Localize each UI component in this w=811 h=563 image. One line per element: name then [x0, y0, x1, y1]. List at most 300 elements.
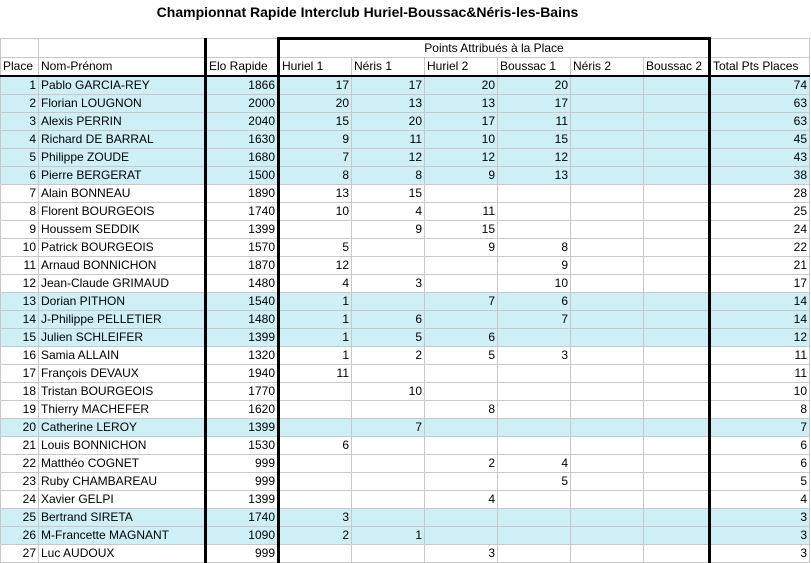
cell-place: 15: [1, 329, 39, 347]
cell-name: Pierre BERGERAT: [39, 167, 206, 185]
cell-n2: [571, 509, 644, 527]
results-table: [0, 37, 810, 563]
cell-elo: 1890: [206, 185, 279, 203]
table-row: [1, 257, 810, 275]
cell-n2: [571, 401, 644, 419]
cell-b1: [498, 365, 571, 383]
cell-h2: 3: [425, 545, 498, 563]
cell-h2: [425, 437, 498, 455]
cell-place: 26: [1, 527, 39, 545]
cell-name: Thierry MACHEFER: [39, 401, 206, 419]
table-row: [1, 221, 810, 239]
cell-h2: 13: [425, 95, 498, 113]
column-header-row: [1, 58, 810, 77]
cell-name: Luc AUDOUX: [39, 545, 206, 563]
cell-n2: [571, 419, 644, 437]
cell-elo: 1620: [206, 401, 279, 419]
cell-total: 24: [710, 221, 810, 239]
cell-b1: 5: [498, 473, 571, 491]
cell-h2: [425, 509, 498, 527]
cell-n1: [352, 437, 425, 455]
cell-place: 3: [1, 113, 39, 131]
cell-b2: [644, 221, 710, 239]
cell-h2: [425, 419, 498, 437]
cell-b2: [644, 149, 710, 167]
cell-b1: [498, 185, 571, 203]
cell-place: 1: [1, 76, 39, 95]
col-header-elo: Elo Rapide: [206, 58, 279, 77]
cell-h2: 15: [425, 221, 498, 239]
cell-h2: [425, 257, 498, 275]
cell-elo: 1480: [206, 311, 279, 329]
cell-place: 23: [1, 473, 39, 491]
cell-b2: [644, 401, 710, 419]
cell-place: 11: [1, 257, 39, 275]
cell-b1: 9: [498, 257, 571, 275]
cell-total: 74: [710, 76, 810, 95]
cell-n1: [352, 509, 425, 527]
cell-name: Pablo GARCIA-REY: [39, 76, 206, 95]
cell-b2: [644, 275, 710, 293]
table-row: [1, 401, 810, 419]
cell-place: 8: [1, 203, 39, 221]
cell-n1: 15: [352, 185, 425, 203]
cell-h2: 12: [425, 149, 498, 167]
cell-place: 2: [1, 95, 39, 113]
cell-h1: 8: [279, 167, 352, 185]
cell-name: Arnaud BONNICHON: [39, 257, 206, 275]
cell-h2: 4: [425, 491, 498, 509]
cell-b2: [644, 545, 710, 563]
cell-h1: 20: [279, 95, 352, 113]
cell-b1: [498, 527, 571, 545]
cell-h2: [425, 383, 498, 401]
cell-n2: [571, 113, 644, 131]
cell-place: 7: [1, 185, 39, 203]
cell-total: 63: [710, 113, 810, 131]
cell-b2: [644, 383, 710, 401]
cell-name: Matthéo COGNET: [39, 455, 206, 473]
cell-h1: [279, 545, 352, 563]
cell-b1: 12: [498, 149, 571, 167]
table-row: [1, 113, 810, 131]
cell-h2: 6: [425, 329, 498, 347]
cell-elo: 1399: [206, 221, 279, 239]
cell-n2: [571, 491, 644, 509]
cell-h2: 7: [425, 293, 498, 311]
cell-total: 6: [710, 437, 810, 455]
cell-place: 21: [1, 437, 39, 455]
cell-n2: [571, 167, 644, 185]
cell-name: Julien SCHLEIFER: [39, 329, 206, 347]
cell-b1: [498, 419, 571, 437]
cell-elo: 1630: [206, 131, 279, 149]
cell-name: Ruby CHAMBAREAU: [39, 473, 206, 491]
table-row: [1, 149, 810, 167]
table-row: [1, 311, 810, 329]
cell-total: 6: [710, 455, 810, 473]
cell-b2: [644, 203, 710, 221]
cell-elo: 999: [206, 473, 279, 491]
cell-name: J-Philippe PELLETIER: [39, 311, 206, 329]
cell-elo: 1090: [206, 527, 279, 545]
cell-b1: 10: [498, 275, 571, 293]
cell-b1: [498, 437, 571, 455]
cell-total: 21: [710, 257, 810, 275]
cell-elo: 1540: [206, 293, 279, 311]
cell-n2: [571, 221, 644, 239]
col-header-total: Total Pts Places: [710, 58, 810, 77]
col-header-neris2: Néris 2: [571, 58, 644, 77]
cell-n2: [571, 149, 644, 167]
cell-total: 12: [710, 329, 810, 347]
cell-name: Xavier GELPI: [39, 491, 206, 509]
cell-h2: [425, 185, 498, 203]
cell-elo: 1866: [206, 76, 279, 95]
cell-h1: 7: [279, 149, 352, 167]
cell-h2: 20: [425, 76, 498, 95]
table-row: [1, 203, 810, 221]
cell-place: 10: [1, 239, 39, 257]
cell-total: 63: [710, 95, 810, 113]
cell-h1: 3: [279, 509, 352, 527]
cell-h2: 8: [425, 401, 498, 419]
cell-total: 7: [710, 419, 810, 437]
cell-name: François DEVAUX: [39, 365, 206, 383]
cell-n1: [352, 239, 425, 257]
cell-h1: 9: [279, 131, 352, 149]
cell-n2: [571, 95, 644, 113]
cell-total: 43: [710, 149, 810, 167]
cell-b1: 6: [498, 293, 571, 311]
cell-n2: [571, 455, 644, 473]
cell-n2: [571, 275, 644, 293]
group-header-points: Points Attribués à la Place: [279, 39, 710, 58]
cell-total: 45: [710, 131, 810, 149]
col-header-boussac1: Boussac 1: [498, 58, 571, 77]
cell-total: 38: [710, 167, 810, 185]
cell-n1: [352, 401, 425, 419]
cell-h1: 6: [279, 437, 352, 455]
cell-b2: [644, 257, 710, 275]
cell-total: 5: [710, 473, 810, 491]
cell-n2: [571, 203, 644, 221]
cell-b2: [644, 311, 710, 329]
cell-name: Florent BOURGEOIS: [39, 203, 206, 221]
cell-h1: [279, 491, 352, 509]
cell-n1: 12: [352, 149, 425, 167]
cell-name: Bertrand SIRETA: [39, 509, 206, 527]
cell-elo: 1399: [206, 491, 279, 509]
cell-n2: [571, 239, 644, 257]
cell-n1: 17: [352, 76, 425, 95]
table-row: [1, 275, 810, 293]
cell-b2: [644, 347, 710, 365]
cell-n1: 10: [352, 383, 425, 401]
cell-b1: [498, 509, 571, 527]
cell-total: 14: [710, 311, 810, 329]
cell-place: 16: [1, 347, 39, 365]
cell-b2: [644, 167, 710, 185]
table-row: [1, 131, 810, 149]
cell-elo: 1740: [206, 203, 279, 221]
cell-n2: [571, 293, 644, 311]
table-row: [1, 347, 810, 365]
cell-b1: [498, 221, 571, 239]
cell-b1: 7: [498, 311, 571, 329]
cell-n1: 11: [352, 131, 425, 149]
cell-elo: 1530: [206, 437, 279, 455]
cell-name: Jean-Claude GRIMAUD: [39, 275, 206, 293]
cell-b2: [644, 365, 710, 383]
cell-total: 28: [710, 185, 810, 203]
cell-n2: [571, 329, 644, 347]
table-row: [1, 455, 810, 473]
cell-n2: [571, 437, 644, 455]
cell-n2: [571, 347, 644, 365]
cell-n1: 8: [352, 167, 425, 185]
cell-h1: 13: [279, 185, 352, 203]
cell-n1: [352, 473, 425, 491]
cell-elo: 1480: [206, 275, 279, 293]
cell-h1: [279, 383, 352, 401]
cell-place: 18: [1, 383, 39, 401]
cell-name: Tristan BOURGEOIS: [39, 383, 206, 401]
cell-name: M-Francette MAGNANT: [39, 527, 206, 545]
cell-b1: 4: [498, 455, 571, 473]
cell-elo: 1740: [206, 509, 279, 527]
cell-b2: [644, 491, 710, 509]
cell-name: Florian LOUGNON: [39, 95, 206, 113]
cell-b2: [644, 527, 710, 545]
cell-b1: 3: [498, 347, 571, 365]
cell-h2: 11: [425, 203, 498, 221]
cell-b1: [498, 329, 571, 347]
cell-n1: [352, 455, 425, 473]
cell-h1: 1: [279, 329, 352, 347]
table-row: [1, 473, 810, 491]
cell-place: 20: [1, 419, 39, 437]
cell-total: 4: [710, 491, 810, 509]
cell-elo: 1500: [206, 167, 279, 185]
group-header-row: [1, 39, 810, 58]
cell-h2: 17: [425, 113, 498, 131]
cell-elo: 1399: [206, 329, 279, 347]
cell-name: Patrick BOURGEOIS: [39, 239, 206, 257]
table-row: [1, 491, 810, 509]
cell-total: 11: [710, 365, 810, 383]
cell-place: 22: [1, 455, 39, 473]
cell-n1: 9: [352, 221, 425, 239]
table-row: [1, 329, 810, 347]
cell-place: 13: [1, 293, 39, 311]
cell-place: 17: [1, 365, 39, 383]
cell-b1: 13: [498, 167, 571, 185]
cell-elo: 1399: [206, 419, 279, 437]
cell-n1: 1: [352, 527, 425, 545]
cell-n1: [352, 257, 425, 275]
cell-b2: [644, 329, 710, 347]
cell-h2: [425, 473, 498, 491]
cell-n2: [571, 76, 644, 95]
cell-b2: [644, 437, 710, 455]
cell-h1: 11: [279, 365, 352, 383]
cell-name: Louis BONNICHON: [39, 437, 206, 455]
cell-b2: [644, 473, 710, 491]
cell-b1: 11: [498, 113, 571, 131]
cell-b1: 8: [498, 239, 571, 257]
cell-place: 5: [1, 149, 39, 167]
cell-name: Alexis PERRIN: [39, 113, 206, 131]
cell-place: 24: [1, 491, 39, 509]
cell-elo: 1940: [206, 365, 279, 383]
cell-n2: [571, 545, 644, 563]
cell-elo: 2040: [206, 113, 279, 131]
cell-b1: [498, 491, 571, 509]
cell-n2: [571, 527, 644, 545]
cell-h1: 10: [279, 203, 352, 221]
cell-place: 12: [1, 275, 39, 293]
cell-b2: [644, 95, 710, 113]
cell-n1: 20: [352, 113, 425, 131]
cell-h1: [279, 473, 352, 491]
cell-name: Dorian PITHON: [39, 293, 206, 311]
cell-h1: 15: [279, 113, 352, 131]
cell-name: Philippe ZOUDE: [39, 149, 206, 167]
cell-h2: [425, 311, 498, 329]
table-row: [1, 545, 810, 563]
cell-total: 25: [710, 203, 810, 221]
cell-h1: 12: [279, 257, 352, 275]
cell-n2: [571, 383, 644, 401]
cell-b1: [498, 203, 571, 221]
cell-b2: [644, 419, 710, 437]
table-row: [1, 167, 810, 185]
cell-place: 27: [1, 545, 39, 563]
table-row: [1, 365, 810, 383]
cell-n1: 6: [352, 311, 425, 329]
cell-n1: 4: [352, 203, 425, 221]
col-header-boussac2: Boussac 2: [644, 58, 710, 77]
cell-total: 10: [710, 383, 810, 401]
cell-h1: [279, 401, 352, 419]
col-header-neris1: Néris 1: [352, 58, 425, 77]
table-row: [1, 419, 810, 437]
cell-h1: [279, 221, 352, 239]
cell-b2: [644, 131, 710, 149]
cell-n1: 7: [352, 419, 425, 437]
cell-n2: [571, 365, 644, 383]
cell-total: 3: [710, 545, 810, 563]
cell-b2: [644, 113, 710, 131]
cell-place: 25: [1, 509, 39, 527]
table-row: [1, 527, 810, 545]
cell-h2: [425, 365, 498, 383]
cell-h1: 1: [279, 311, 352, 329]
cell-h2: 9: [425, 167, 498, 185]
cell-h1: 1: [279, 347, 352, 365]
cell-n2: [571, 473, 644, 491]
col-header-name: Nom-Prénom: [39, 58, 206, 77]
cell-elo: 1770: [206, 383, 279, 401]
cell-n2: [571, 185, 644, 203]
cell-name: Houssem SEDDIK: [39, 221, 206, 239]
cell-h2: 10: [425, 131, 498, 149]
cell-h2: 5: [425, 347, 498, 365]
cell-b2: [644, 293, 710, 311]
cell-n1: [352, 545, 425, 563]
cell-n2: [571, 131, 644, 149]
table-row: [1, 293, 810, 311]
table-row: [1, 437, 810, 455]
cell-b1: 17: [498, 95, 571, 113]
cell-n2: [571, 311, 644, 329]
cell-total: 8: [710, 401, 810, 419]
cell-b2: [644, 185, 710, 203]
cell-elo: 999: [206, 455, 279, 473]
cell-total: 22: [710, 239, 810, 257]
table-row: [1, 185, 810, 203]
cell-h1: 4: [279, 275, 352, 293]
cell-place: 4: [1, 131, 39, 149]
cell-elo: 1320: [206, 347, 279, 365]
cell-b1: [498, 401, 571, 419]
page-title: Championnat Rapide Interclub Huriel-Boussac&Néris-les-Bains: [156, 4, 579, 20]
cell-elo: 1570: [206, 239, 279, 257]
cell-elo: 999: [206, 545, 279, 563]
cell-h1: 2: [279, 527, 352, 545]
cell-total: 3: [710, 509, 810, 527]
cell-b1: 20: [498, 76, 571, 95]
cell-b2: [644, 239, 710, 257]
cell-name: Samia ALLAIN: [39, 347, 206, 365]
table-row: [1, 509, 810, 527]
cell-b2: [644, 455, 710, 473]
cell-h2: 2: [425, 455, 498, 473]
cell-total: 3: [710, 527, 810, 545]
cell-n1: 5: [352, 329, 425, 347]
cell-h2: [425, 527, 498, 545]
cell-h1: 1: [279, 293, 352, 311]
cell-elo: 2000: [206, 95, 279, 113]
cell-total: 14: [710, 293, 810, 311]
table-row: [1, 383, 810, 401]
cell-n1: 13: [352, 95, 425, 113]
cell-h2: 9: [425, 239, 498, 257]
cell-name: Catherine LEROY: [39, 419, 206, 437]
cell-name: Richard DE BARRAL: [39, 131, 206, 149]
cell-place: 6: [1, 167, 39, 185]
table-row: [1, 239, 810, 257]
cell-elo: 1870: [206, 257, 279, 275]
cell-n1: [352, 365, 425, 383]
col-header-place: Place: [1, 58, 39, 77]
cell-total: 11: [710, 347, 810, 365]
cell-h1: [279, 419, 352, 437]
cell-n1: 2: [352, 347, 425, 365]
cell-place: 9: [1, 221, 39, 239]
cell-h1: [279, 455, 352, 473]
cell-place: 19: [1, 401, 39, 419]
cell-b1: [498, 383, 571, 401]
col-header-huriel1: Huriel 1: [279, 58, 352, 77]
table-row: [1, 76, 810, 95]
cell-place: 14: [1, 311, 39, 329]
cell-h2: [425, 275, 498, 293]
cell-b2: [644, 76, 710, 95]
cell-n1: [352, 293, 425, 311]
cell-h1: 5: [279, 239, 352, 257]
